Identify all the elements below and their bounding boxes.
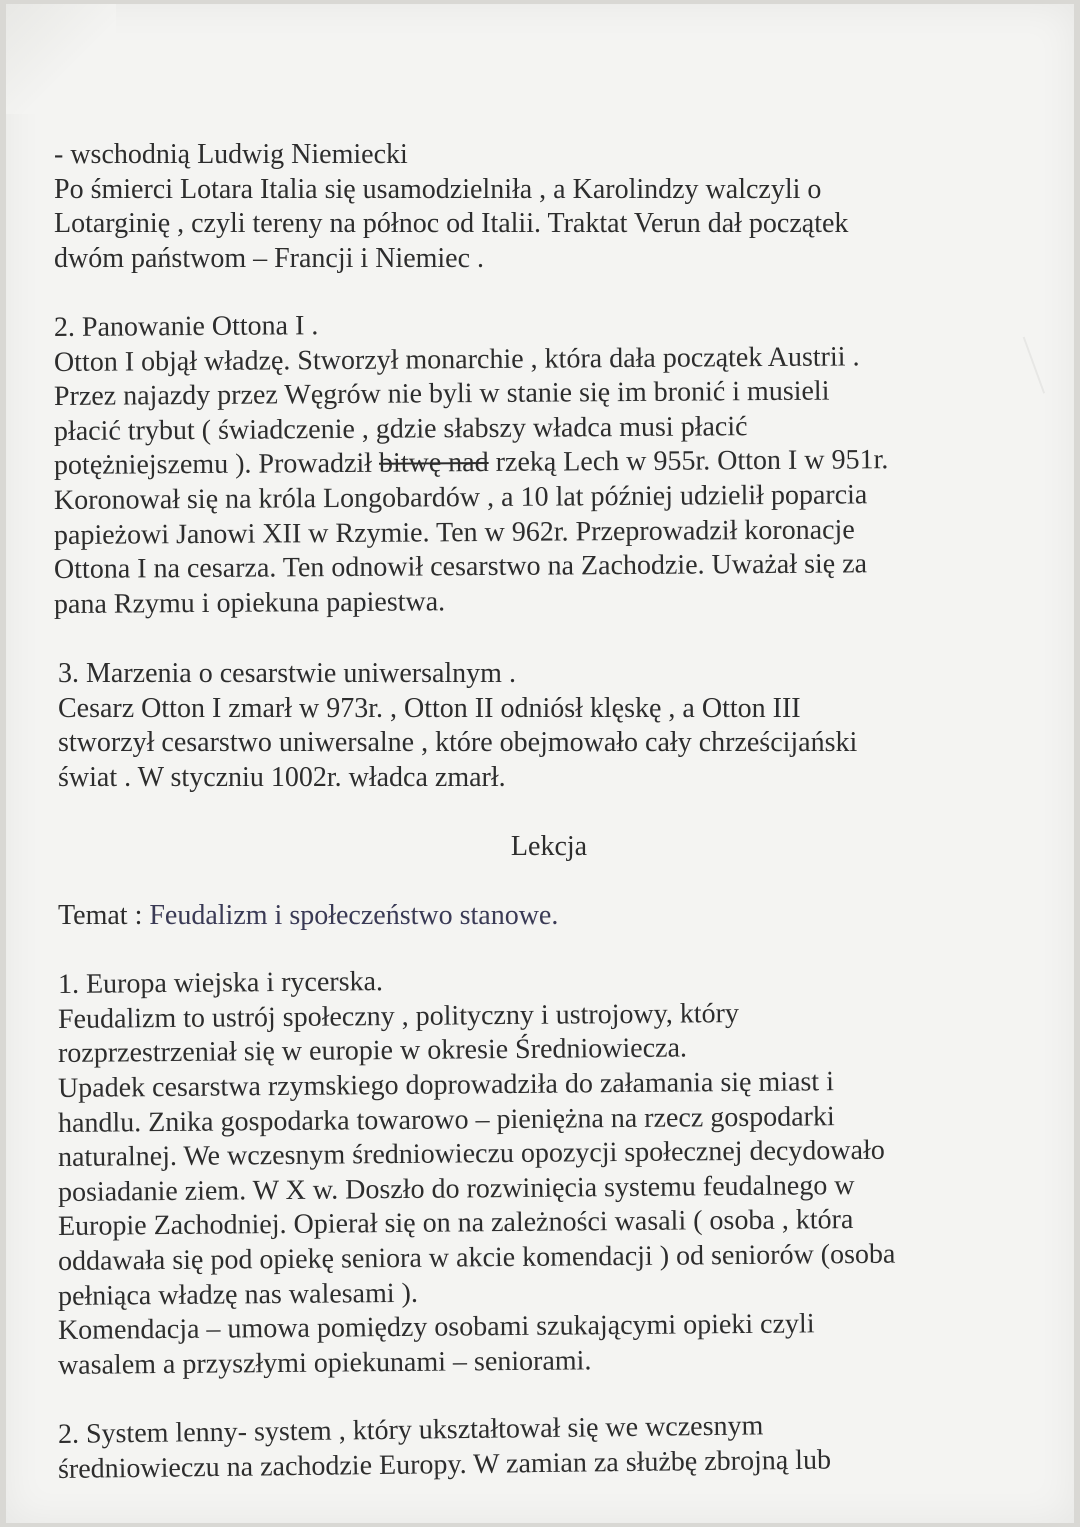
text-line: naturalnej. We wczesnym średniowieczu opozycji społecznej decydowało xyxy=(57,1134,885,1174)
text-line: Koronował się na króla Longobardów , a 10 lat później udzielił poparcia xyxy=(53,479,868,516)
text-line: dwóm państwom – Francji i Niemiec . xyxy=(54,242,485,274)
text-line: Feudalizm to ustrój społeczny , polityczny i ustrojowy, który xyxy=(57,997,740,1035)
text-line: oddawała się pod opiekę seniora w akcie komendacji ) od seniorów (osoba xyxy=(57,1238,896,1277)
text-line: pełniąca władzę nas walesami ). xyxy=(57,1277,419,1312)
text-line: Upadek cesarstwa rzymskiego doprowadziła do załamania się miast i xyxy=(57,1066,835,1104)
text-line: rozprzestrzeniał się w europie w okresie Średniowiecza. xyxy=(57,1032,688,1070)
lesson-topic xyxy=(54,899,1044,934)
text-line: stworzył cesarstwo uniwersalne , które obejmowało cały chrześcijański xyxy=(58,727,858,759)
text-fragment: potężniejszemu ). Prowadził xyxy=(53,448,380,482)
text-line: 2. System lenny- system , który ukształtował się we wczesnym xyxy=(57,1410,764,1450)
text-line: średniowieczu na zachodzie Europy. W zamian za służbę zbrojną lub xyxy=(57,1444,832,1485)
text-line: posiadanie ziem. W X w. Doszło do rozwinięcia systemu feudalnego w xyxy=(57,1169,855,1208)
text-line: Po śmierci Lotara Italia się usamodzielniła , a Karolindzy walczyli o xyxy=(54,173,822,205)
text-line: papieżowi Janowi XII w Rzymie. Ten w 962r. Przeprowadził koronacje xyxy=(53,513,855,551)
text-line: świat . W styczniu 1002r. władca zmarł. xyxy=(58,761,506,793)
text-line: płacić trybut ( świadczenie , gdzie słabszy władca musi płacić xyxy=(53,410,748,447)
text-line: Europie Zachodniej. Opierał się on na zależności wasali ( osoba , która xyxy=(57,1204,854,1243)
text-line: Komendacja – umowa pomiędzy osobami szukającymi opieki czyli xyxy=(57,1308,815,1347)
lesson-label: Lekcja xyxy=(510,830,588,862)
text-line: handlu. Znika gospodarka towarowo – pieniężna na rzecz gospodarki xyxy=(57,1100,835,1139)
document-body xyxy=(54,138,1044,1487)
text-line: Lotarginię , czyli tereny na północ od Italii. Traktat Verun dał początek xyxy=(54,208,849,240)
text-line: Ottona I na cesarza. Ten odnowił cesarstwo na Zachodzie. Uważał się za xyxy=(53,548,868,586)
topic-label: Temat : xyxy=(58,900,150,932)
text-line: - wschodnią Ludwig Niemiecki xyxy=(54,139,408,170)
text-line: Otton I objął władzę. Stworzył monarchie , która dała początek Austrii . xyxy=(53,340,860,378)
page-corner-shadow xyxy=(6,4,116,114)
topic-title: Feudalizm i społeczeństwo stanowe. xyxy=(149,900,559,932)
section-heading: 3. Marzenia o cesarstwie uniwersalnym . xyxy=(58,657,516,689)
text-line: pana Rzymu i opiekuna papiestwa. xyxy=(53,585,446,620)
text-line: Cesarz Otton I zmarł w 973r. , Otton II odniósł klęskę , a Otton III xyxy=(58,692,801,724)
struck-text: bitwę nad xyxy=(378,447,489,480)
text-line: wasalem a przyszłymi opiekunami – seniorami. xyxy=(57,1345,592,1381)
section-heading: 1. Europa wiejska i rycerska. xyxy=(57,966,384,1001)
text-fragment: rzeką Lech w 955r. Otton I w 951r. xyxy=(488,444,889,479)
section-heading: 2. Panowanie Ottona I . xyxy=(53,310,319,343)
text-line: Przez najazdy przez Węgrów nie byli w stanie się im bronić i musieli xyxy=(53,375,830,413)
